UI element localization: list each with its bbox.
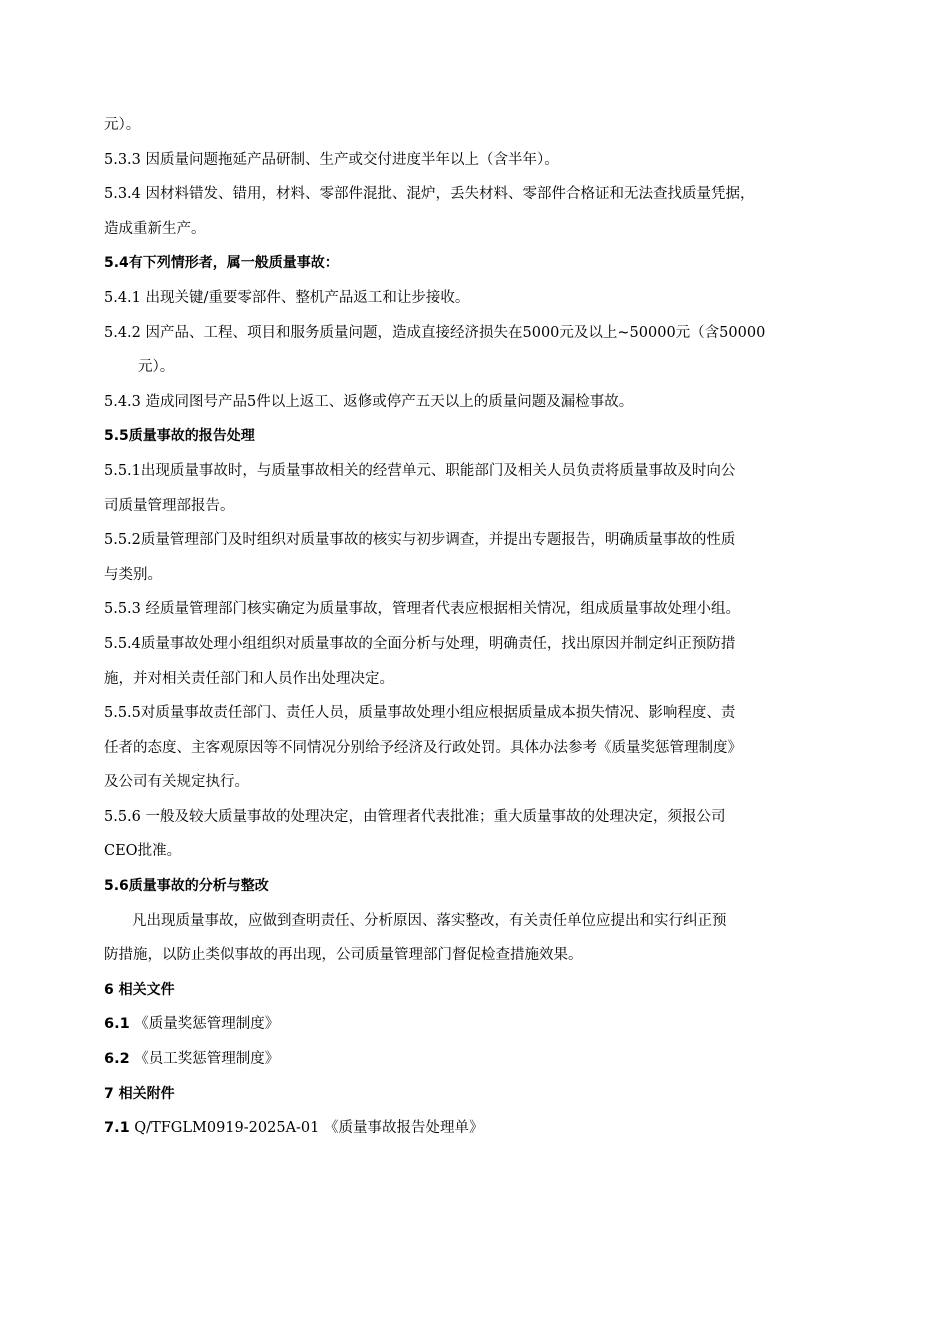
clause-5-5-2-cont: 与类别。 [104, 566, 162, 583]
clause-5-4-1: 5.4.1 出现关键/重要零部件、整机产品返工和让步接收。 [104, 289, 470, 306]
clause-5-4-3: 5.4.3 造成同图号产品5件以上返工、返修或停产五天以上的质量问题及漏检事故。 [104, 393, 634, 410]
clause-5-3-3: 5.3.3 因质量问题拖延产品研制、生产或交付进度半年以上（含半年）。 [104, 151, 559, 168]
heading-5-4: 5.4有下列情形者，属一般质量事故： [104, 255, 339, 272]
item-number: 6.2 [104, 1051, 130, 1068]
heading-6: 6 相关文件 [104, 981, 175, 998]
paragraph-5-6-cont: 防措施，以防止类似事故的再出现，公司质量管理部门督促检查措施效果。 [104, 947, 583, 964]
item-text: 《员工奖惩管理制度》 [129, 1051, 280, 1068]
item-6-2 [104, 1042, 850, 1077]
clause-5-5-5: 5.5.5对质量事故责任部门、责任人员，质量事故处理小组应根据质量成本损失情况、影响程度、责 [104, 705, 736, 722]
clause-5-3-4: 5.3.4 因材料错发、错用，材料、零部件混批、混炉，丢失材料、零部件合格证和无法查找质量凭据， [104, 186, 755, 203]
item-text: 《质量奖惩管理制度》 [129, 1016, 280, 1033]
clause-5-5-6: 5.5.6 一般及较大质量事故的处理决定，由管理者代表批准；重大质量事故的处理决定，须报公司 [104, 808, 726, 825]
clause-5-5-2: 5.5.2质量管理部门及时组织对质量事故的核实与初步调查，并提出专题报告，明确质量事故的性质 [104, 532, 736, 549]
heading-5-5: 5.5质量事故的报告处理 [104, 428, 255, 445]
clause-5-4-2: 5.4.2 因产品、工程、项目和服务质量问题，造成直接经济损失在5000元及以上~50000元（含50000 [104, 324, 766, 341]
item-number: 6.1 [104, 1016, 130, 1033]
clause-5-5-5-cont-2: 及公司有关规定执行。 [104, 774, 249, 791]
clause-5-5-4: 5.5.4质量事故处理小组组织对质量事故的全面分析与处理，明确责任，找出原因并制定纠正预防措 [104, 635, 736, 652]
clause-5-5-5-cont: 任者的态度、主客观原因等不同情况分别给予经济及行政处罚。具体办法参考《质量奖惩管理制度》 [104, 739, 742, 756]
clause-5-5-4-cont: 施，并对相关责任部门和人员作出处理决定。 [104, 670, 394, 687]
item-number: 7.1 [104, 1120, 130, 1137]
heading-5-6: 5.6质量事故的分析与整改 [104, 878, 269, 895]
clause-5-3-4-cont: 造成重新生产。 [104, 220, 206, 237]
item-6-1 [104, 1007, 850, 1042]
clause-5-4-2-cont: 元）。 [138, 359, 175, 376]
clause-5-5-6-cont: CEO批准。 [104, 843, 182, 860]
clause-5-5-1: 5.5.1出现质量事故时，与质量事故相关的经营单元、职能部门及相关人员负责将质量事故及时向公 [104, 462, 736, 479]
text-line: 元）。 [104, 117, 141, 133]
item-text: Q/TFGLM0919-2025A-01 《质量事故报告处理单》 [129, 1120, 484, 1137]
clause-5-5-3: 5.5.3 经质量管理部门核实确定为质量事故，管理者代表应根据相关情况，组成质量事故处理小组。 [104, 601, 740, 618]
item-7-1 [104, 1111, 850, 1146]
paragraph-5-6: 凡出现质量事故，应做到查明责任、分析原因、落实整改，有关责任单位应提出和实行纠正预 [132, 912, 727, 929]
heading-7: 7 相关附件 [104, 1085, 175, 1102]
document-page [104, 108, 850, 1146]
clause-5-5-1-cont: 司质量管理部报告。 [104, 497, 235, 514]
